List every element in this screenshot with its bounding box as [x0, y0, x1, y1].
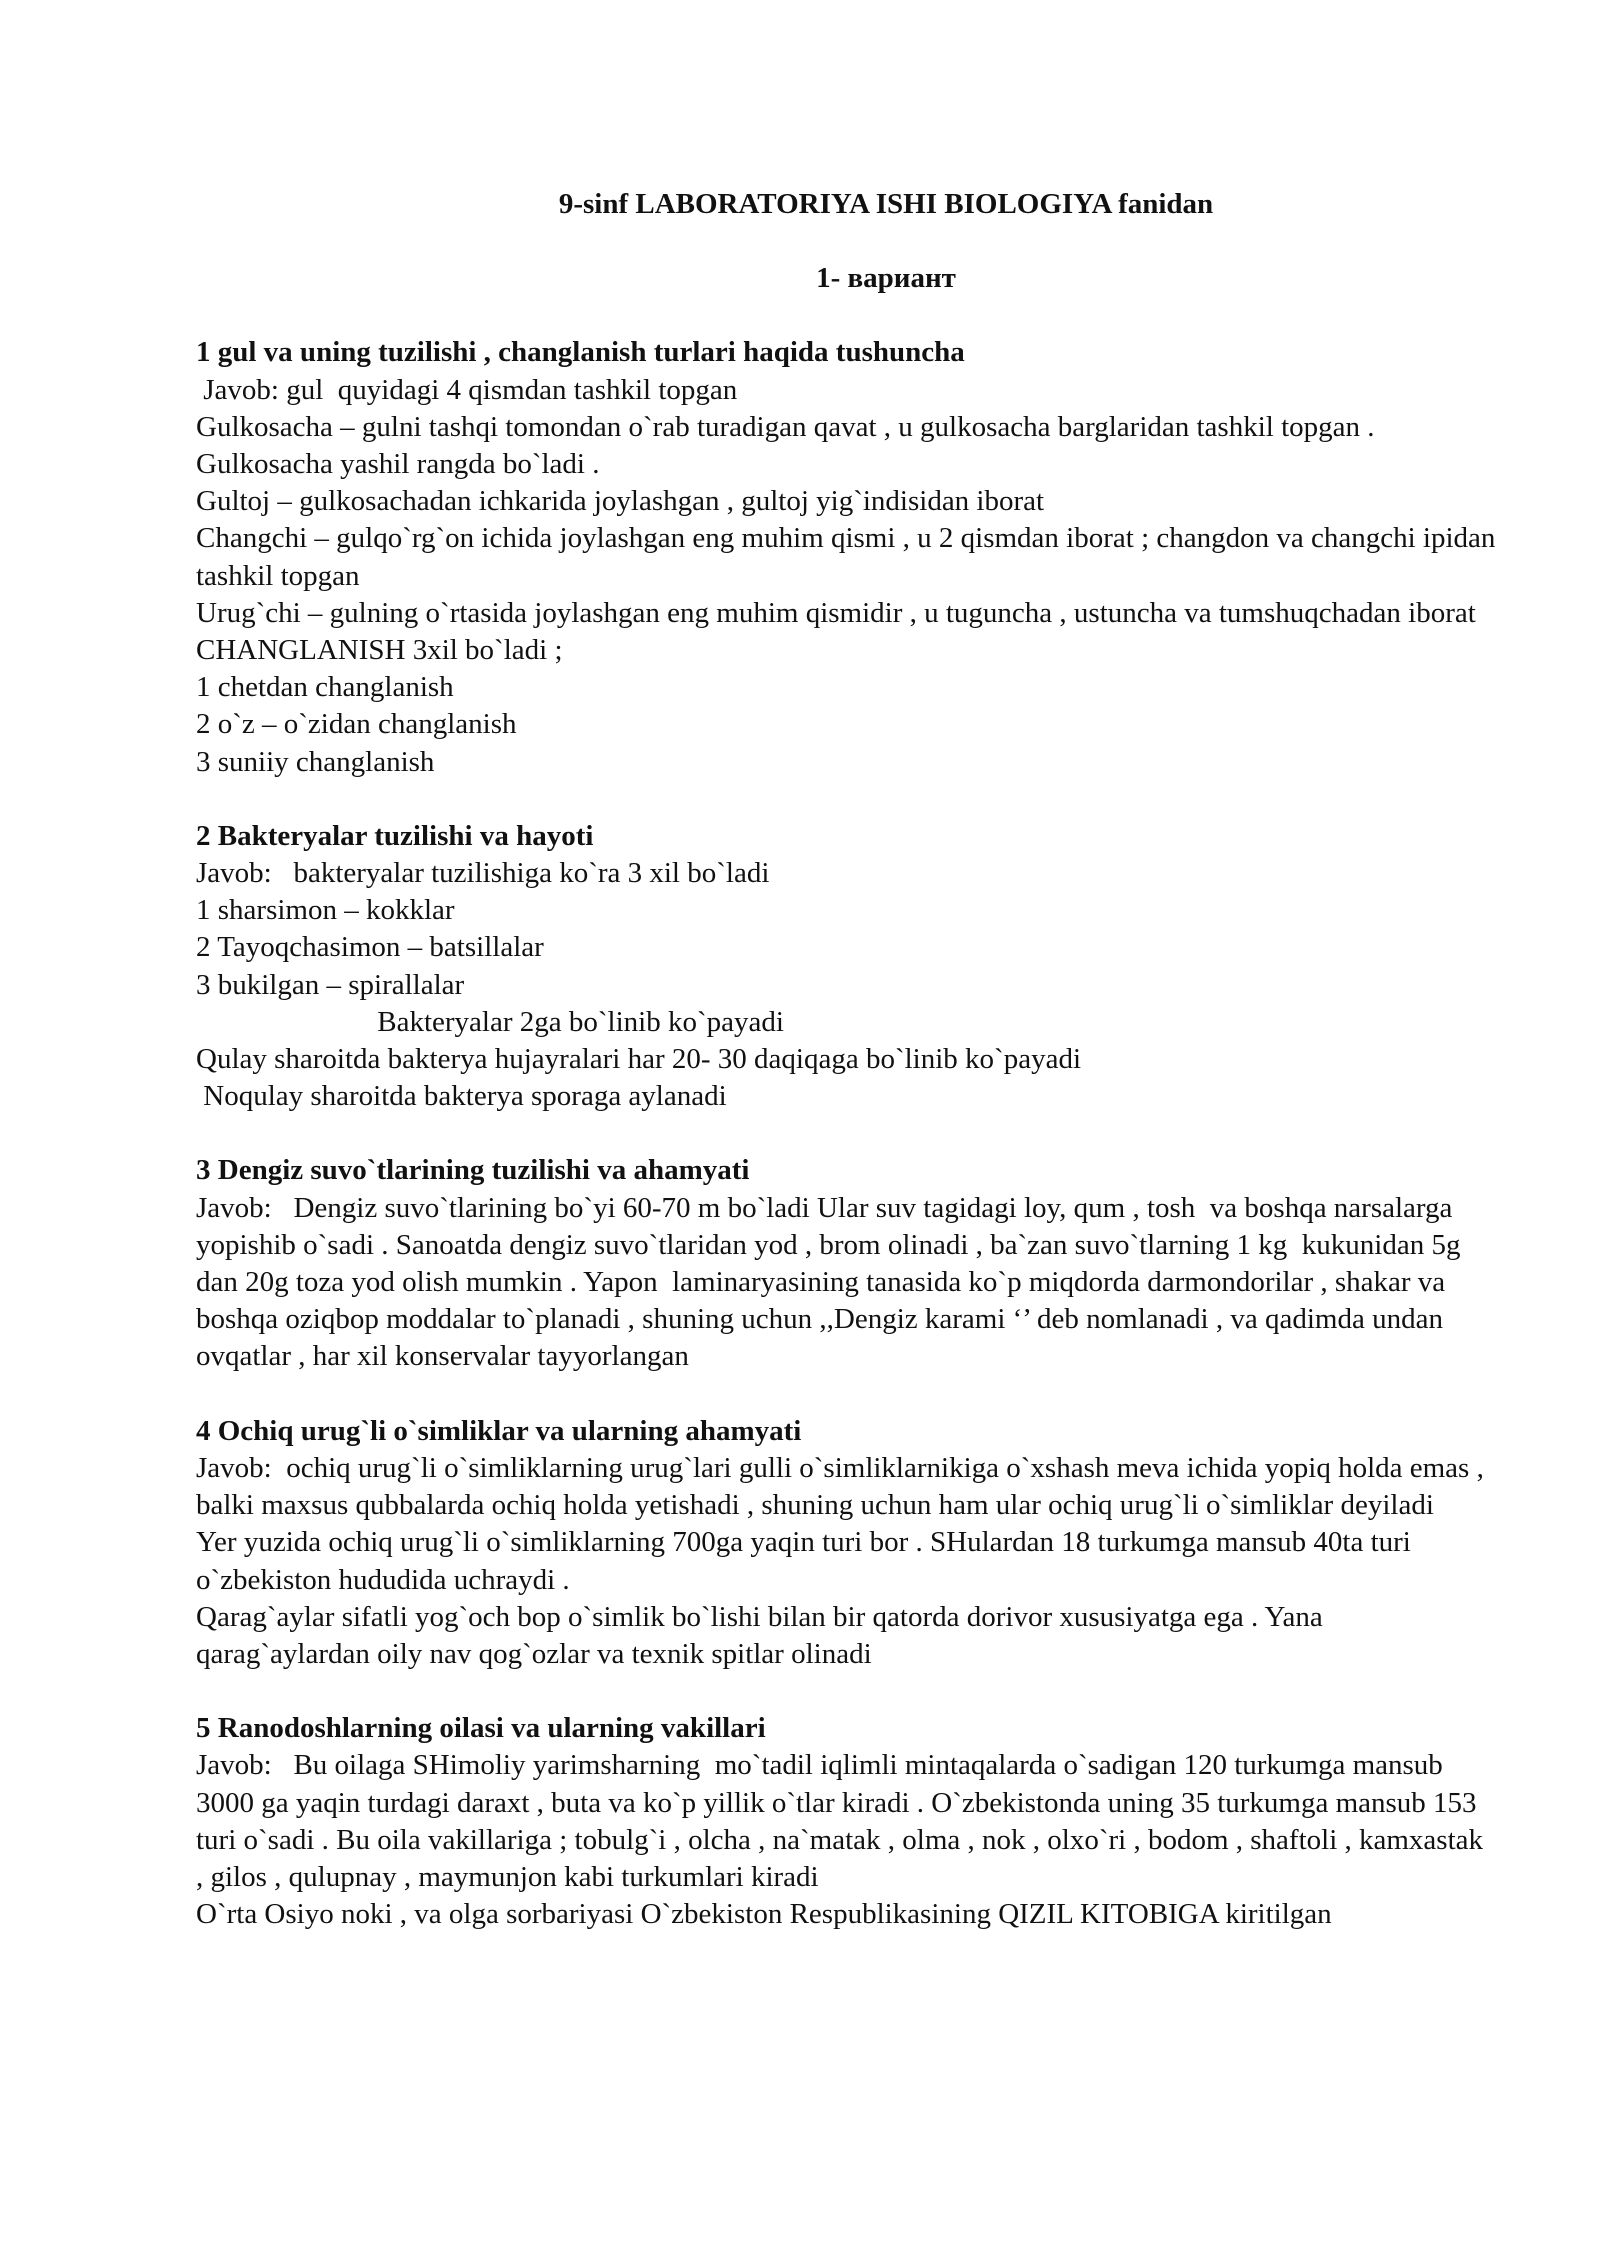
paragraph: Bakteryalar 2ga bo`linib ko`payadi — [196, 1005, 784, 1038]
paragraph: Qarag`aylar sifatli yog`och bop o`simlik bo`lishi bilan bir qatorda dorivor xususiyatga ega . Yana qarag`aylardan oily nav qog`ozlar va texnik spitlar olinadi — [196, 1600, 1330, 1670]
list-item: 2 Tayoqchasimon – batsillalar — [196, 931, 544, 964]
list-item: 1 chetdan changlanish — [196, 671, 454, 704]
paragraph: CHANGLANISH 3xil bo`ladi ; — [196, 634, 563, 667]
paragraph: Noqulay sharoitda bakterya sporaga aylanadi — [196, 1080, 727, 1113]
section-5 — [196, 1710, 1496, 1933]
section-heading: 5 Ranodoshlarning oilasi va ularning vakillari — [196, 1712, 766, 1745]
list-item: 3 suniiy changlanish — [196, 745, 435, 778]
paragraph: Urug`chi – gulning o`rtasida joylashgan eng muhim qismidir , u tuguncha , ustuncha va tumshuqchadan iborat — [196, 596, 1476, 629]
answer-paragraph: Javob: Dengiz suvo`tlarining bo`yi 60-70 m bo`ladi Ular suv tagidagi loy, qum , tosh va boshqa narsalarga yopishib o`sadi . Sanoatda dengiz suvo`tlaridan yod , brom olinadi , ba`zan suvo`tlarning 1 kg kukunidan 5g dan 20g toza yod olish mumkin . Yapon laminaryasining tanasida ko`p miqdorda darmondorilar , shakar va boshqa oziqbop moddalar to`planadi , shuning uchun ,,Dengiz karami ‘’ deb nomlanadi , va qadimda undan ovqatlar , har xil konservalar tayyorlangan — [196, 1191, 1468, 1373]
section-heading: 1 gul va uning tuzilishi , changlanish turlari haqida tushuncha — [196, 336, 965, 369]
list-item: 1 sharsimon – kokklar — [196, 894, 455, 927]
document-page — [196, 186, 1503, 1933]
answer-line: Javob: bakteryalar tuzilishiga ko`ra 3 xil bo`ladi — [196, 857, 770, 890]
section-heading: 3 Dengiz suvo`tlarining tuzilishi va ahamyati — [196, 1154, 750, 1187]
paragraph: Yer yuzida ochiq urug`li o`simliklarning 700ga yaqin turi bor . SHulardan 18 turkumga mansub 40ta turi o`zbekiston hududida uchraydi . — [196, 1526, 1419, 1596]
paragraph: Gultoj – gulkosachadan ichkarida joylashgan , gultoj yig`indisidan iborat — [196, 485, 1045, 518]
section-heading: 2 Bakteryalar tuzilishi va hayoti — [196, 819, 594, 852]
section-4 — [196, 1413, 1496, 1673]
document-title: 9-sinf LABORATORIYA ISHI BIOLOGIYA fanidan — [558, 188, 1214, 220]
paragraph: Gulkosacha – gulni tashqi tomondan o`rab turadigan qavat , u gulkosacha barglaridan tashkil topgan . Gulkosacha yashil rangda bo`ladi . — [196, 410, 1382, 481]
section-1 — [196, 334, 1503, 780]
document-variant: 1- вариант — [816, 262, 956, 295]
answer-paragraph: Javob: Bu oilaga SHimoliy yarimsharning mo`tadil iqlimli mintaqalarda o`sadigan 120 turkumga mansub 3000 ga yaqin turdagi daraxt , buta va ko`p yillik o`tlar kiradi . O`zbekistonda uning 35 turkumga mansub 153 turi o`sadi . Bu oila vakillariga ; tobulg`i , olcha , na`matak , olma , nok , olxo`ri , bodom , shaftoli , kamxastak , gilos , qulupnay , maymunjon kabi turkumlari kiradi — [196, 1749, 1491, 1893]
paragraph: Changchi – gulqo`rg`on ichida joylashgan eng muhim qismi , u 2 qismdan iborat ; changdon va changchi ipidan tashkil topgan — [196, 522, 1503, 592]
list-item: 3 bukilgan – spirallalar — [196, 968, 465, 1001]
answer-line: Javob: gul quyidagi 4 qismdan tashkil topgan — [196, 373, 738, 406]
list-item: 2 o`z – o`zidan changlanish — [196, 708, 517, 741]
section-2 — [196, 818, 1496, 1116]
paragraph: Qulay sharoitda bakterya hujayralari har 20- 30 daqiqaga bo`linib ko`payadi — [196, 1043, 1081, 1076]
section-3 — [196, 1152, 1496, 1375]
paragraph: O`rta Osiyo noki , va olga sorbariyasi O`zbekiston Respublikasining QIZIL KITOBIGA kiritilgan — [196, 1898, 1332, 1931]
section-heading: 4 Ochiq urug`li o`simliklar va ularning ahamyati — [196, 1414, 802, 1447]
answer-paragraph: Javob: ochiq urug`li o`simliklarning urug`lari gulli o`simliklarnikiga o`xshash meva ichida yopiq holda emas , balki maxsus qubbalarda ochiq holda yetishadi , shuning uchun ham ular ochiq urug`li o`simliklar deyiladi — [196, 1451, 1492, 1522]
